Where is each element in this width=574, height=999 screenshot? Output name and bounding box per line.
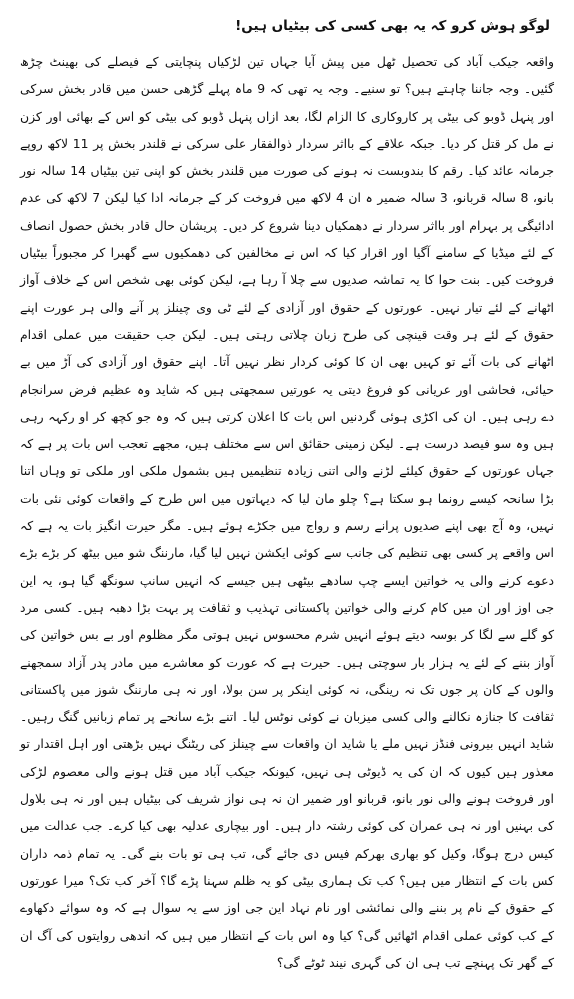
article-title: لوگو ہوش کرو کہ یہ بھی کسی کی بیٹیاں ہیں! xyxy=(235,18,550,34)
article-body: واقعہ جیکب آباد کی تحصیل ٹھل میں پیش آیا جہاں تین لڑکیاں پنچایتی کے فیصلے کی بھینٹ چڑھ گئیں۔ وجہ جاننا چاہتے ہیں؟ تو سنیے۔ وجہ یہ تھی کہ 9 ماہ پہلے گڑھی حسن میں قادر بخش سرکی اور پنہل ڈوبو کی بیٹی پر کاروکاری کا الزام لگا، بعد ازاں پنہل ڈوبو کی بیٹی کو اس کے بھائی اور کزن نے مل کر قتل کر دیا۔ جبکہ علاقے کے بااثر سردار ذوالفقار علی سرکی نے قلندر بخش پر 11 لاکھ روپے جرمانہ عائد کیا۔ رقم کا بندوبست نہ ہونے کی صورت میں قلندر بخش کو اپنی تین بیٹیاں 14 سالہ نور بانو، 8 سالہ قربانو، 3 سالہ ضمیر ہ ان 4 لاکھ میں فروخت کر کے جرمانہ ادا کیا لیکن 7 لاکھ کی عدم ادائیگی پر بہرام اور بااثر سردار نے دھمکیاں دینا شروع کر دیں۔ پریشان حال قادر بخش حصول انصاف کے لئے میڈیا کے سامنے آگیا اور اقرار کیا کہ اس نے مخالفین کی دھمکیوں سے گھبرا کر مجبوراً بیٹیاں فروخت کیں۔ بنت حوا کا یہ تماشہ صدیوں سے چلا آ رہا ہے، لیکن کوئی بھی شخص اس کے خلاف آواز اٹھانے کے لئے تیار نہیں۔ عورتوں کے حقوق اور آزادی کے لئے ٹی وی چینلز پر آنے والی ہر عورت اپنے حقوق کے لئے ہر وقت قینچی کی طرح زبان چلاتی رہتی ہیں۔ لیکن جب حقیقت میں عملی اقدام اٹھانے کی بات آئے تو کہیں بھی ان کا کوئی کردار نظر نہیں آتا۔ اپنے حقوق اور آزادی کی آڑ میں بے حیائی، فحاشی اور عریانی کو فروغ دیتی یہ عورتیں سمجھتی ہیں کہ شاید وہ عظیم فرض سرانجام دے رہی ہیں۔ ان کی اکڑی ہوئی گردنیں اس بات کا اعلان کرتی ہیں کہ وہ جو کچھ کر او رکہہ رہی ہیں وہ سو فیصد درست ہے۔ لیکن زمینی حقائق اس سے مختلف ہیں، مجھے تعجب اس بات پر ہے کہ جہاں عورتوں کے حقوق کیلئے لڑنے والی اتنی زیادہ تنظیمیں ہیں بشمول ملکی اور ملکی تو وہاں اتنا بڑا سانحہ کیسے رونما ہو سکتا ہے؟ چلو مان لیا کہ دیہاتوں میں اس طرح کے واقعات کوئی نئی بات نہیں، وہ آج بھی اپنے صدیوں پرانے رسم و رواج میں جکڑے ہوئے ہیں۔ مگر حیرت انگیز بات یہ ہے کہ اس واقعے پر کسی بھی تنظیم کی جانب سے کوئی ایکشن نہیں لیا گیا، مارننگ شو میں بیٹھ کر بڑے بڑے دعوے کرنے والی یہ خواتین ایسے چپ سادھے بیٹھی ہیں جیسے کہ انہیں سانپ سونگھ گیا ہو، یہ این جی اوز اور ان میں کام کرنے والی خواتین پاکستانی تہذیب و ثقافت پر بہت بڑا دھبہ ہیں۔ کسی مرد کو گلے سے لگا کر بوسہ دیتے ہوئے انہیں شرم محسوس نہیں ہوتی مگر مظلوم اور بے بس خواتین کی آواز بننے کے لئے یہ ہزار بار سوچتی ہیں۔ حیرت ہے کہ عورت کو معاشرے میں مادر پدر آزاد سمجھنے والوں کے کان پر جوں تک نہ رینگی، نہ کوئی اینکر پر سن بولا، اور نہ ہی مارننگ شوز میں پاکستانی ثقافت کا جنازہ نکالنے والی کسی میزبان نے کوئی نوٹس لیا۔ اتنے بڑے سانحے پر تمام زبانیں گنگ رہیں۔ شاید انہیں بیرونی فنڈز نہیں ملے یا شاید ان واقعات سے چینلز کی ریٹنگ نہیں بڑھتی اور اہل اقتدار تو معذور ہیں کیوں کہ ان کی یہ ڈیوٹی ہی نہیں، کیونکہ جیکب آباد میں قتل ہونے والی معصوم لڑکی اور فروخت ہونے والی نور بانو، قربانو اور ضمیر ان نہ ہی نواز شریف کی بیٹیاں ہیں اور نہ ہی بلاول کی بہنیں اور نہ ہی عمران کی کوئی رشتہ دار ہیں۔ اور بیچاری عدلیہ بھی کیا کرے۔ جب عدالت میں کیس درج ہوگا، وکیل کو بھاری بھرکم فیس دی جائے گی، تب ہی تو بات بنے گی۔ یہ تمام ذمہ داران کس بات کے انتظار میں ہیں؟ کب تک ہماری بیٹی کو یہ ظلم سہنا پڑے گا؟ آخر کب تک؟ میرا عورتوں کے حقوق کے نام پر بننے والی نمائشی اور نام نہاد این جی اوز سے یہ سوال ہے کہ وہ سوائے دکھاوے کے کب کوئی عملی اقدام اٹھائیں گی؟ کیا وہ اس بات کے انتظار میں ہیں کہ اندھی روایتوں کی آگ ان کے گھر تک پہنچے تب ہی ان کی گہری نیند ٹوٹے گی؟ xyxy=(20,54,555,970)
